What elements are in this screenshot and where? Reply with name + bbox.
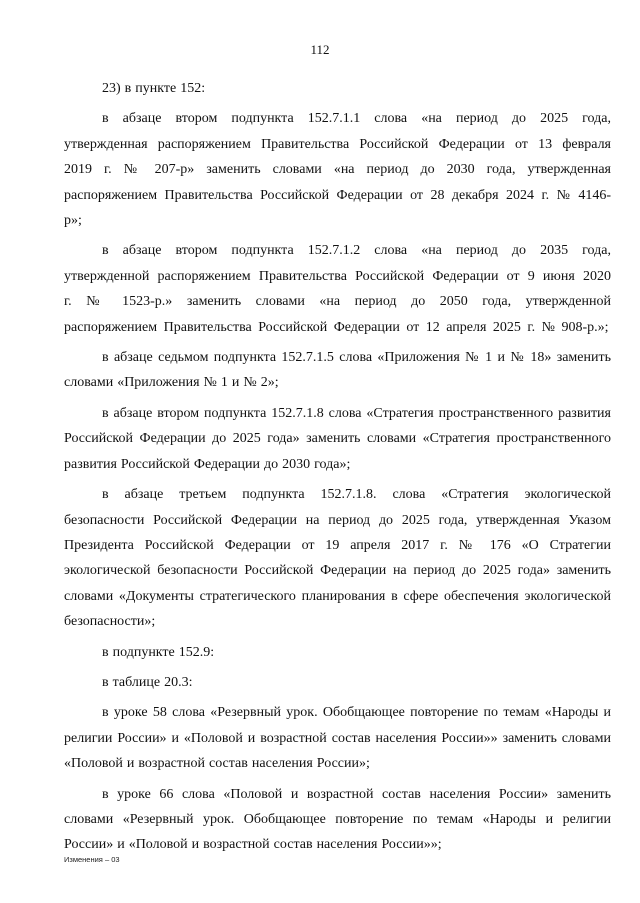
paragraph-lesson-66: в уроке 66 слова «Половой и возрастной состав населения России» заменить словами «Резервный урок. Обобщающее повторение по темам «Народы и религии России» и «Половой и возрастной состав населения России»»; xyxy=(64,786,611,853)
paragraph-152-7-1-5: в абзаце седьмом подпункта 152.7.1.5 слова «Приложения № 1 и № 18» заменить словами «Приложения № 1 и № 2»; xyxy=(64,350,611,391)
document-body xyxy=(64,76,611,863)
footer-revision-note: Изменения – 03 xyxy=(64,855,120,864)
paragraph-table-20-3-heading: в таблице 20.3: xyxy=(102,674,193,690)
page-number: 112 xyxy=(310,42,330,57)
paragraph-152-7-1-8-third: в абзаце третьем подпункта 152.7.1.8. слова «Стратегия экологической безопасности Российской Федерации на период до 2025 года, утвержденная Указом Президента Российской Федерации от 19 апреля 2017 г. № 176 «О Стратегии экологической безопасности Российской Федерации на период до 2025 года» заменить словами «Документы стратегического планирования в сфере обеспечения экологической безопасности»; xyxy=(64,487,611,630)
paragraph-152-9-heading: в подпункте 152.9: xyxy=(102,644,215,660)
paragraph-152-7-1-8-second: в абзаце втором подпункта 152.7.1.8 слова «Стратегия пространственного развития Российской Федерации до 2025 года» заменить словами «Стратегия пространственного развития Российской Федерации до 2030 года»; xyxy=(64,405,611,472)
paragraph-item-23-heading: 23) в пункте 152: xyxy=(102,81,206,96)
paragraph-lesson-58: в уроке 58 слова «Резервный урок. Обобщающее повторение по темам «Народы и религии России» и «Половой и возрастной состав населения России»» заменить словами «Половой и возрастной состав населения России»; xyxy=(64,705,611,772)
paragraph-152-7-1-1: в абзаце втором подпункта 152.7.1.1 слова «на период до 2025 года, утвержденная распоряжением Правительства Российской Федерации от 13 февраля 2019 г. № 207-р» заменить словами «на период до 2030 года, утвержденная распоряжением Правительства Российской Федерации от 28 декабря 2024 г. № 4146-р»; xyxy=(64,111,611,229)
paragraph-152-7-1-2: в абзаце втором подпункта 152.7.1.2 слова «на период до 2035 года, утвержденной распоряжением Правительства Российской Федерации от 9 июня 2020 г. № 1523-р.» заменить словами «на период до 2050 года, утвержденной распоряжением Правительства Российской Федерации от 12 апреля 2025 г. № 908-р.»; xyxy=(64,243,611,335)
